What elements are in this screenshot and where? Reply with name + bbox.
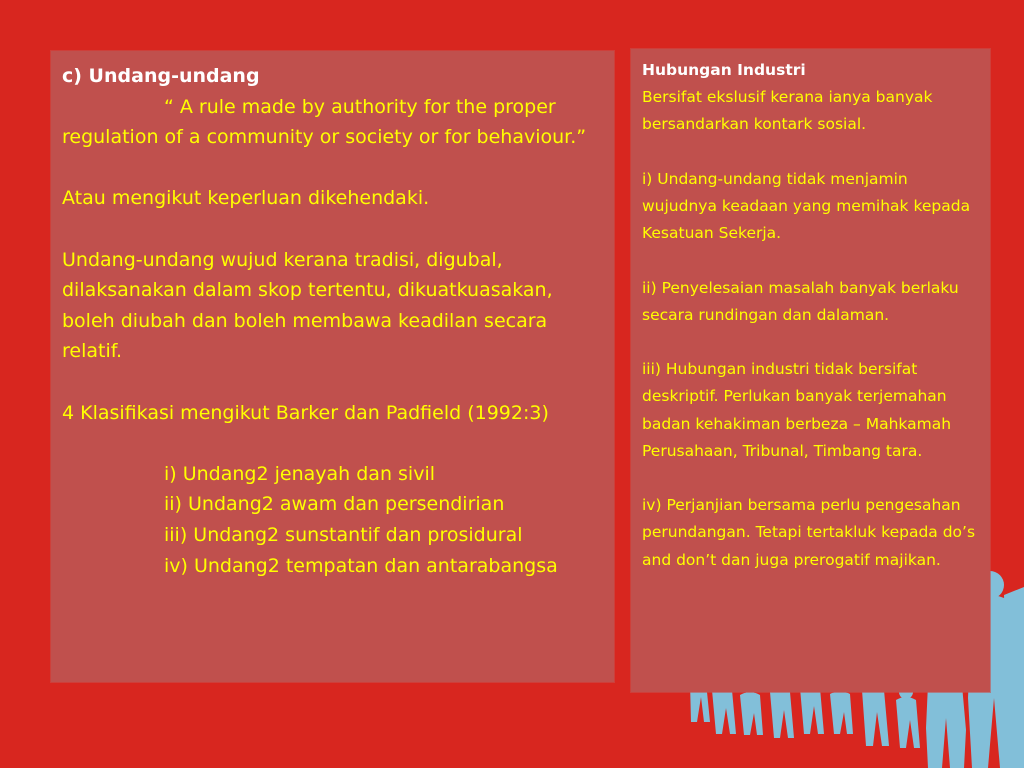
paragraph-keperluan: Atau mengikut keperluan dikehendaki. — [62, 187, 430, 210]
point-item: i) Undang-undang tidak menjamin wujudnya keadaan yang memihak kepada Kesatuan Sekerja. — [642, 169, 971, 243]
paragraph-klasifikasi: 4 Klasifikasi mengikut Barker dan Padfield (1992:3) — [62, 401, 549, 424]
left-panel-heading: c) Undang-undang — [62, 65, 260, 87]
quote-rest: regulation of a community or society or for behaviour.” — [62, 126, 587, 149]
right-panel-intro: Bersifat ekslusif kerana ianya banyak bersandarkan kontark sosial. — [642, 88, 933, 134]
point-item: iv) Perjanjian bersama perlu pengesahan perundangan. Tetapi tertakluk kepada do’s and don’t dan juga prerogatif majikan. — [642, 496, 976, 569]
right-content-panel — [631, 49, 990, 692]
point-item: iii) Hubungan industri tidak bersifat deskriptif. Perlukan banyak terjemahan badan kehakiman berbeza – Mahkamah Perusahaan, Tribunal, Timbang tara. — [642, 360, 952, 460]
right-panel-text — [642, 57, 982, 574]
list-item: i) Undang2 jenayah dan sivil — [164, 462, 436, 485]
left-panel-text — [62, 61, 607, 581]
list-item: ii) Undang2 awam dan persendirian — [164, 493, 505, 516]
paragraph-undang-undang-wujud: Undang-undang wujud kerana tradisi, digubal, dilaksanakan dalam skop tertentu, dikuatkuasakan, boleh diubah dan boleh membawa keadilan secara relatif. — [62, 248, 553, 363]
point-item: ii) Penyelesaian masalah banyak berlaku secara rundingan dan dalaman. — [642, 278, 959, 324]
list-item: iii) Undang2 sunstantif dan prosidural — [164, 523, 523, 546]
quote-first-line: “ A rule made by authority for the proper — [164, 95, 556, 118]
left-content-panel — [51, 51, 614, 682]
list-item: iv) Undang2 tempatan dan antarabangsa — [164, 554, 558, 577]
right-panel-heading: Hubungan Industri — [642, 61, 806, 79]
